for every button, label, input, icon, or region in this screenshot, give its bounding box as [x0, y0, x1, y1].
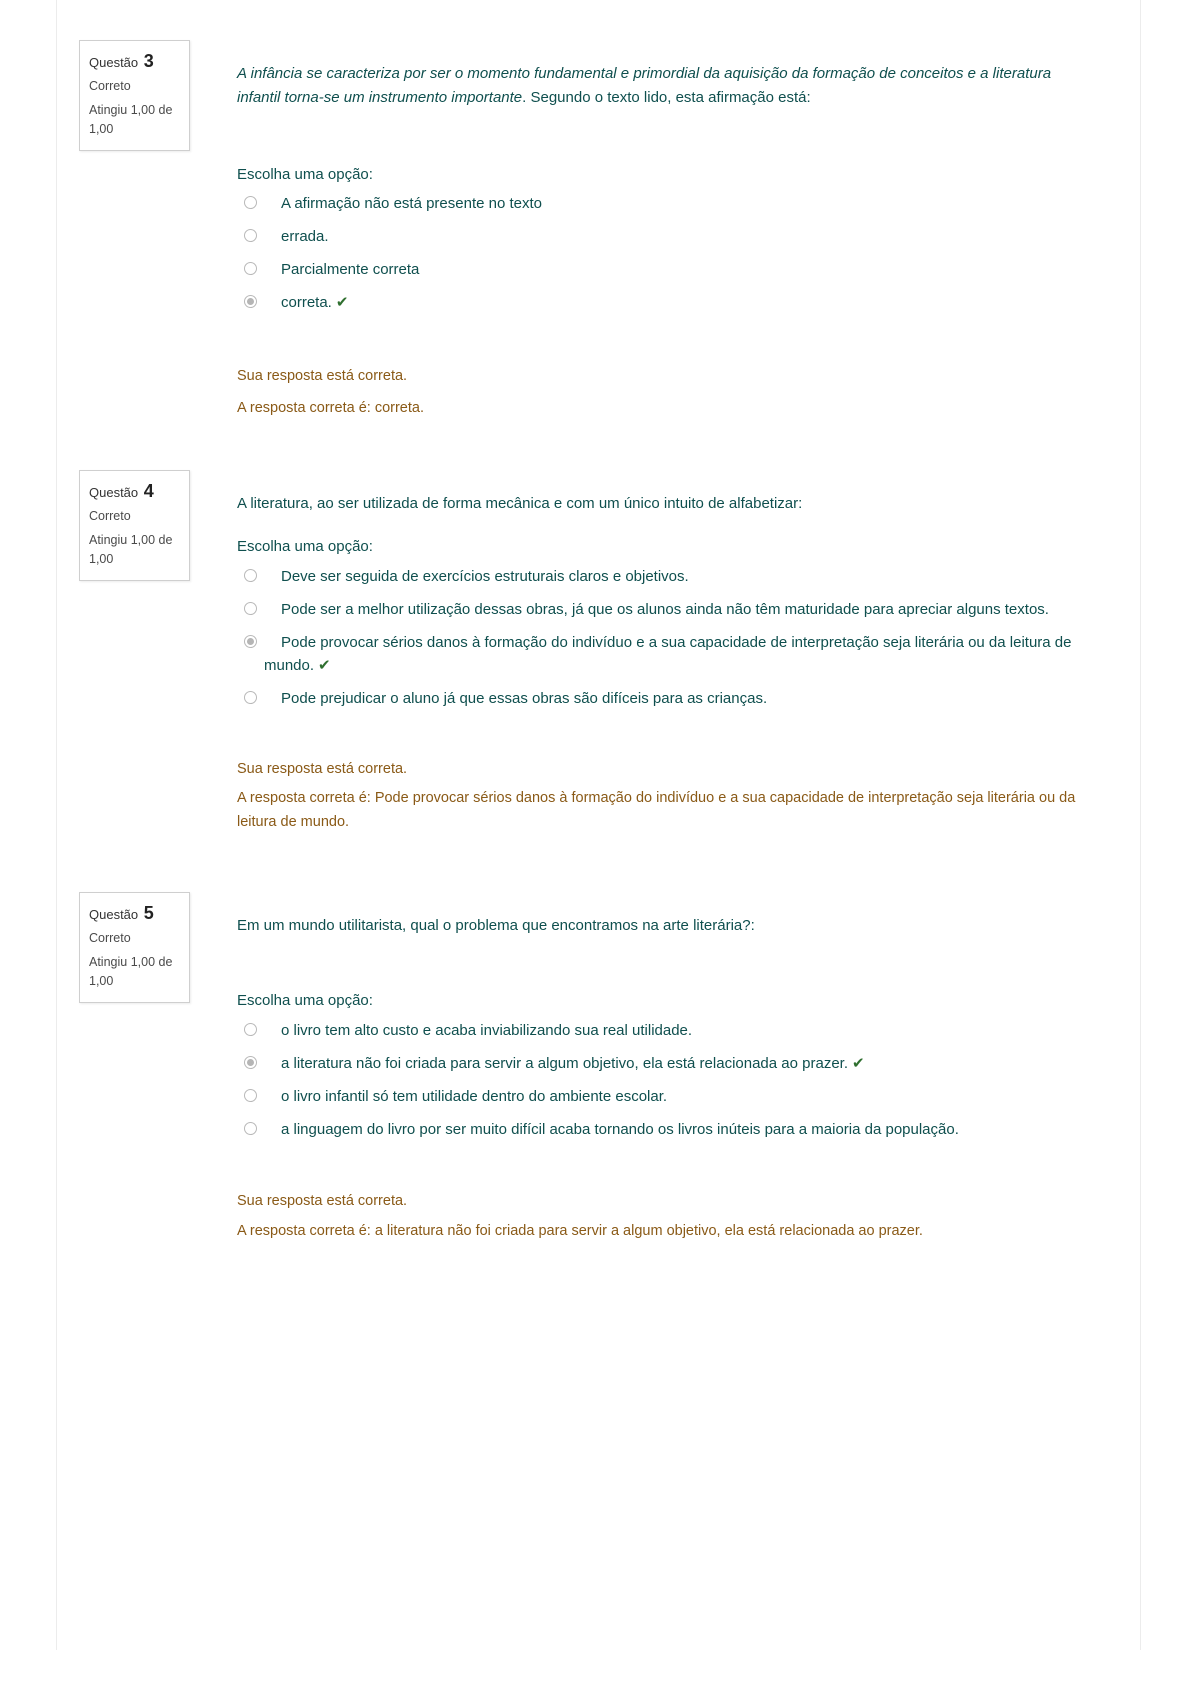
question-text: [237, 62, 1092, 110]
question-text-italic: A infância se caracteriza por ser o momento fundamental e primordial da aquisição da formação de conceitos e a literatura infantil torna-se um instrumento importante: [237, 65, 1052, 106]
answer-option[interactable]: [237, 598, 1092, 621]
question-state: Correto: [89, 79, 131, 93]
question-grade: Atingiu 1,00 de 1,00: [89, 103, 173, 136]
question-number-value: 3: [143, 51, 154, 71]
answer-option[interactable]: [237, 192, 1092, 215]
answer-option[interactable]: [237, 1085, 1092, 1108]
question-number-value: 4: [143, 481, 154, 501]
question-number-value: 5: [143, 903, 154, 923]
radio-icon[interactable]: [244, 1023, 257, 1036]
check-icon: ✔: [852, 1055, 865, 1072]
choose-option-prompt: Escolha uma opção:: [237, 166, 373, 183]
option-label-wrap: [237, 291, 1092, 314]
question-number: [89, 481, 180, 502]
option-label: Deve ser seguida de exercícios estruturais claros e objetivos.: [281, 568, 689, 585]
question-label: Questão: [89, 907, 139, 922]
question-number: [89, 903, 180, 924]
answer-option-selected[interactable]: [237, 291, 1092, 314]
option-label-wrap: [237, 1052, 1092, 1075]
feedback-correct-answer: A resposta correta é: Pode provocar sérios danos à formação do indivíduo e a sua capacidade de interpretação seja literária ou da leitura de mundo.: [237, 790, 1076, 830]
question-number: [89, 51, 180, 72]
question-text: A literatura, ao ser utilizada de forma mecânica e com um único intuito de alfabetizar:: [237, 495, 803, 512]
question-content: [237, 492, 1092, 830]
option-label: Parcialmente correta: [281, 261, 420, 278]
question-info: [79, 40, 190, 151]
choose-option-prompt: Escolha uma opção:: [237, 538, 373, 555]
question-info: [79, 892, 190, 1003]
option-label: Pode ser a melhor utilização dessas obras, já que os alunos ainda não têm maturidade para apreciar alguns textos.: [281, 601, 1049, 618]
question-label: Questão: [89, 55, 139, 70]
radio-icon[interactable]: [244, 1089, 257, 1102]
feedback-status: Sua resposta está correta.: [237, 761, 408, 777]
check-icon: ✔: [335, 294, 349, 311]
radio-icon[interactable]: [244, 691, 257, 704]
option-label: errada.: [281, 228, 329, 245]
question-label: Questão: [89, 485, 139, 500]
radio-icon[interactable]: [244, 196, 257, 209]
answer-option[interactable]: [237, 258, 1092, 281]
radio-icon[interactable]: [244, 635, 257, 648]
question-content: [237, 62, 1092, 416]
question-grade: Atingiu 1,00 de 1,00: [89, 955, 173, 988]
answer-option-selected[interactable]: [237, 1052, 1092, 1075]
question-text-plain: . Segundo o texto lido, esta afirmação está:: [522, 89, 811, 106]
check-icon: ✔: [318, 657, 331, 674]
feedback-correct-answer: A resposta correta é: a literatura não foi criada para servir a algum objetivo, ela está relacionada ao prazer.: [237, 1223, 923, 1239]
answer-option[interactable]: [237, 1019, 1092, 1042]
radio-icon[interactable]: [244, 602, 257, 615]
question-text: Em um mundo utilitarista, qual o problema que encontramos na arte literária?:: [237, 917, 755, 934]
radio-icon[interactable]: [244, 262, 257, 275]
question-state: Correto: [89, 931, 131, 945]
option-label: o livro infantil só tem utilidade dentro do ambiente escolar.: [281, 1088, 668, 1105]
question-content: [237, 914, 1092, 1239]
radio-icon[interactable]: [244, 229, 257, 242]
radio-icon[interactable]: [244, 295, 257, 308]
option-label: a literatura não foi criada para servir a algum objetivo, ela está relacionada ao prazer.: [281, 1055, 848, 1072]
feedback-correct-answer: A resposta correta é: correta.: [237, 400, 424, 416]
question-info: [79, 470, 190, 581]
radio-icon[interactable]: [244, 569, 257, 582]
option-label: Pode prejudicar o aluno já que essas obras são difíceis para as crianças.: [281, 690, 768, 707]
radio-icon[interactable]: [244, 1056, 257, 1069]
option-label: Pode provocar sérios danos à formação do indivíduo e a sua capacidade de interpretação seja literária ou da leitura de mundo.: [264, 634, 1072, 674]
option-label: correta.: [281, 294, 332, 311]
answer-option[interactable]: [237, 225, 1092, 248]
option-label: o livro tem alto custo e acaba inviabilizando sua real utilidade.: [281, 1022, 693, 1039]
feedback-status: Sua resposta está correta.: [237, 368, 408, 384]
feedback-status: Sua resposta está correta.: [237, 1193, 408, 1209]
choose-option-prompt: Escolha uma opção:: [237, 992, 373, 1009]
option-label-wrap: [237, 631, 1092, 677]
question-state: Correto: [89, 509, 131, 523]
answer-option[interactable]: [237, 1118, 1092, 1141]
answer-option[interactable]: [237, 687, 1092, 710]
radio-icon[interactable]: [244, 1122, 257, 1135]
answer-option-selected[interactable]: [237, 631, 1092, 677]
option-label: a linguagem do livro por ser muito difícil acaba tornando os livros inúteis para a maioria da população.: [281, 1121, 959, 1138]
answer-option[interactable]: [237, 565, 1092, 588]
option-label: A afirmação não está presente no texto: [281, 195, 542, 212]
question-grade: Atingiu 1,00 de 1,00: [89, 533, 173, 566]
